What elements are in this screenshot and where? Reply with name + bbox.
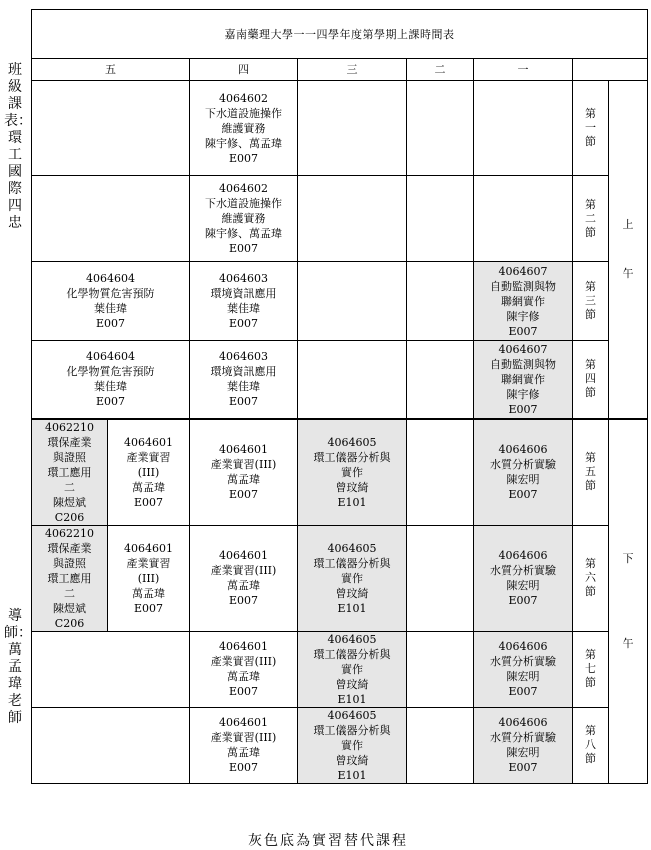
course-cell	[190, 176, 298, 262]
course-line: E007	[228, 488, 259, 501]
empty-cell	[407, 81, 474, 176]
course-cell	[108, 419, 190, 526]
course-cell	[108, 525, 190, 631]
course-line: E007	[95, 395, 126, 409]
empty-cell	[407, 176, 474, 262]
course-line: E007	[228, 395, 259, 409]
course-line: 二	[64, 586, 75, 600]
course-line: 環境資訊應用	[210, 365, 277, 379]
course-line: 產業實習	[126, 556, 171, 570]
course-cell-practice	[474, 262, 573, 341]
course-line: 陳宏明	[506, 473, 540, 486]
pm-label	[609, 419, 648, 784]
course-line: 萬孟瑋	[227, 473, 260, 486]
course-line: 環工儀器分析與	[313, 723, 391, 737]
course-line: 4064603	[219, 350, 268, 364]
course-line: 實作	[341, 662, 363, 676]
course-cell-practice	[474, 525, 573, 631]
course-line: 聯網實作	[501, 294, 545, 308]
course-cell	[190, 262, 298, 341]
course-line: 環工應用	[47, 571, 92, 585]
empty-cell	[32, 81, 190, 176]
period-label-text: 第四節	[585, 358, 596, 400]
course-line: 產業實習(III)	[210, 458, 277, 471]
empty-cell	[32, 631, 190, 707]
course-cell-practice	[474, 341, 573, 419]
period-label-text: 第七節	[585, 648, 596, 689]
course-line: 4064604	[86, 272, 135, 285]
course-line: 4064606	[498, 549, 548, 562]
course-line: 4064601	[124, 541, 173, 555]
course-line: 4064605	[327, 708, 377, 722]
course-line: 曾玟綺	[335, 677, 369, 691]
course-line: 葉佳瑋	[227, 380, 260, 394]
course-line: E101	[337, 768, 367, 782]
course-line: 水質分析實驗	[490, 731, 556, 744]
course-cell-practice	[474, 631, 573, 707]
empty-cell	[407, 341, 474, 419]
course-cell-practice	[298, 631, 407, 707]
period-label	[573, 176, 609, 262]
day-header-tue: 二	[407, 59, 474, 81]
empty-cell	[298, 262, 407, 341]
course-line: 萬孟瑋	[227, 746, 260, 759]
course-cell-practice	[474, 707, 573, 783]
course-line: 4062210	[45, 526, 94, 540]
course-line: 4064601	[219, 549, 268, 562]
course-line: C206	[54, 616, 85, 630]
course-line: 4062210	[45, 420, 94, 434]
period-label-text: 第二節	[585, 197, 596, 239]
course-cell	[190, 707, 298, 783]
period-row-3	[32, 262, 648, 341]
course-line: (III)	[137, 465, 160, 479]
period-label-text: 第八節	[585, 724, 596, 765]
course-line: 實作	[341, 738, 363, 752]
day-header-thu: 四	[190, 59, 298, 81]
empty-cell	[407, 707, 474, 783]
course-line: 4064607	[498, 264, 548, 278]
period-label	[573, 707, 609, 783]
course-line: 水質分析實驗	[490, 564, 556, 577]
course-line: 陳宏明	[506, 670, 540, 683]
am-label-char: 午	[622, 267, 634, 281]
day-header-mon: 一	[474, 59, 573, 81]
empty-cell	[407, 419, 474, 526]
course-line: 水質分析實驗	[490, 655, 556, 668]
period-row-7	[32, 631, 648, 707]
empty-cell	[298, 176, 407, 262]
course-line: 維護實務	[221, 121, 266, 135]
course-line: 4064607	[498, 342, 548, 356]
course-line: 環工儀器分析與	[313, 647, 391, 661]
course-line: E007	[508, 685, 538, 698]
period-row-8	[32, 707, 648, 783]
course-line: 4064605	[327, 632, 377, 646]
period-row-1	[32, 81, 648, 176]
course-line: 環工儀器分析與	[313, 556, 391, 570]
period-row-5	[32, 419, 648, 526]
period-label-text: 第六節	[585, 557, 596, 598]
course-line: 4064605	[327, 541, 377, 555]
empty-cell	[298, 81, 407, 176]
course-cell-practice	[298, 707, 407, 783]
course-line: 實作	[341, 465, 363, 479]
empty-cell	[474, 176, 573, 262]
course-line: E007	[508, 488, 538, 501]
course-cell	[190, 525, 298, 631]
course-line: 聯網實作	[501, 372, 545, 386]
course-line: 實作	[341, 571, 363, 585]
course-line: 下水道設施操作	[205, 106, 282, 120]
period-label	[573, 262, 609, 341]
course-line: 葉佳瑋	[227, 302, 260, 315]
class-schedule-label: 班級課表：環工國際四忠	[4, 62, 32, 231]
period-label	[573, 525, 609, 631]
course-line: 4064601	[219, 640, 268, 653]
course-line: 葉佳瑋	[94, 302, 127, 315]
course-line: 產業實習(III)	[210, 564, 277, 577]
corner-cell	[573, 59, 648, 81]
course-line: 萬孟瑋	[227, 579, 260, 592]
course-cell-practice	[474, 419, 573, 526]
course-cell	[190, 631, 298, 707]
course-line: E101	[337, 601, 367, 615]
course-line: E007	[228, 761, 259, 774]
course-line: 萬孟瑋	[132, 586, 165, 600]
pm-label-char: 午	[622, 637, 634, 650]
course-cell	[32, 262, 190, 341]
course-line: 4064601	[219, 716, 268, 729]
course-cell	[190, 341, 298, 419]
course-cell-practice	[298, 525, 407, 631]
course-line: 產業實習(III)	[210, 731, 277, 744]
course-line: E007	[228, 594, 259, 607]
course-line: E007	[508, 402, 538, 416]
course-line: 與證照	[53, 556, 86, 570]
course-cell-practice	[32, 525, 108, 631]
period-label	[573, 341, 609, 419]
period-label	[573, 631, 609, 707]
empty-cell	[407, 631, 474, 707]
course-line: 環保產業	[47, 435, 92, 449]
day-header-row	[32, 59, 648, 81]
course-line: 陳宇修	[506, 309, 540, 323]
course-line: 自動監測與物	[490, 279, 556, 293]
period-row-2	[32, 176, 648, 262]
course-line: E007	[228, 242, 259, 255]
course-line: 化學物質危害預防	[66, 287, 155, 300]
course-line: 陳宏明	[506, 579, 540, 592]
course-line: 陳宇修	[506, 387, 540, 401]
course-line: 4064601	[219, 443, 268, 456]
period-row-4	[32, 341, 648, 419]
course-line: 環保產業	[47, 541, 92, 555]
course-line: 萬孟瑋	[227, 670, 260, 683]
course-line: 曾玟綺	[335, 753, 369, 767]
course-line: 陳宏明	[506, 746, 540, 759]
course-line: E101	[337, 495, 367, 509]
course-line: 4064604	[86, 350, 135, 364]
course-line: 自動監測與物	[490, 357, 556, 371]
course-line: 二	[64, 480, 75, 494]
course-cell-practice	[32, 419, 108, 526]
pm-label-char: 下	[622, 552, 634, 565]
course-line: E101	[337, 692, 367, 706]
course-line: 水質分析實驗	[490, 458, 556, 471]
empty-cell	[32, 707, 190, 783]
course-line: 4064602	[219, 91, 268, 105]
course-cell	[190, 81, 298, 176]
course-line: 葉佳瑋	[94, 380, 127, 394]
empty-cell	[407, 525, 474, 631]
period-label	[573, 419, 609, 526]
course-line: E007	[228, 317, 259, 330]
am-label-char: 上	[622, 218, 634, 232]
timetable-title: 嘉南藥理大學一一四學年度第學期上課時間表	[32, 10, 648, 59]
course-cell-practice	[298, 419, 407, 526]
course-line: E007	[508, 324, 538, 338]
course-line: 化學物質危害預防	[66, 365, 155, 379]
empty-cell	[298, 341, 407, 419]
course-line: C206	[54, 510, 85, 524]
advisor-label: 導師：萬孟瑋 老師	[4, 608, 32, 726]
course-line: 陳宇修、萬孟瑋	[205, 136, 282, 150]
empty-cell	[32, 176, 190, 262]
course-line: E007	[508, 761, 538, 774]
course-cell	[190, 419, 298, 526]
course-line: 環境資訊應用	[210, 287, 277, 300]
course-line: 下水道設施操作	[205, 197, 282, 210]
footnote: 灰色底為實習替代課程	[248, 833, 408, 849]
period-row-6	[32, 525, 648, 631]
empty-cell	[407, 262, 474, 341]
course-line: 曾玟綺	[335, 480, 369, 494]
course-line: 4064606	[498, 716, 548, 729]
course-line: 4064606	[498, 443, 548, 456]
course-line: 陳煜斌	[53, 601, 86, 615]
course-line: 維護實務	[221, 212, 266, 225]
period-label-text: 第一節	[585, 107, 596, 148]
course-line: 4064606	[498, 640, 548, 653]
course-cell	[32, 341, 190, 419]
timetable	[31, 9, 648, 784]
am-label	[609, 81, 648, 419]
course-line: E007	[228, 685, 259, 698]
course-line: 4064605	[327, 435, 377, 449]
course-line: 萬孟瑋	[132, 480, 165, 494]
course-line: 與證照	[53, 450, 86, 464]
course-line: 產業實習	[126, 450, 171, 464]
day-header-wed: 三	[298, 59, 407, 81]
course-line: 陳宇修、萬孟瑋	[205, 227, 282, 240]
day-header-fri: 五	[32, 59, 190, 81]
period-label-text: 第三節	[585, 280, 596, 321]
course-line: (III)	[137, 571, 160, 585]
period-label	[573, 81, 609, 176]
course-line: 產業實習(III)	[210, 655, 277, 668]
course-line: 環工應用	[47, 465, 92, 479]
course-line: 4064601	[124, 435, 173, 449]
course-line: E007	[95, 317, 126, 330]
course-line: E007	[133, 601, 164, 615]
course-line: 4064602	[219, 182, 268, 195]
course-line: E007	[133, 495, 164, 509]
course-line: 環工儀器分析與	[313, 450, 391, 464]
period-label-text: 第五節	[585, 451, 596, 492]
empty-cell	[474, 81, 573, 176]
course-line: E007	[508, 594, 538, 607]
course-line: E007	[228, 151, 259, 165]
course-line: 4064603	[219, 272, 268, 285]
course-line: 曾玟綺	[335, 586, 369, 600]
course-line: 陳煜斌	[53, 495, 86, 509]
